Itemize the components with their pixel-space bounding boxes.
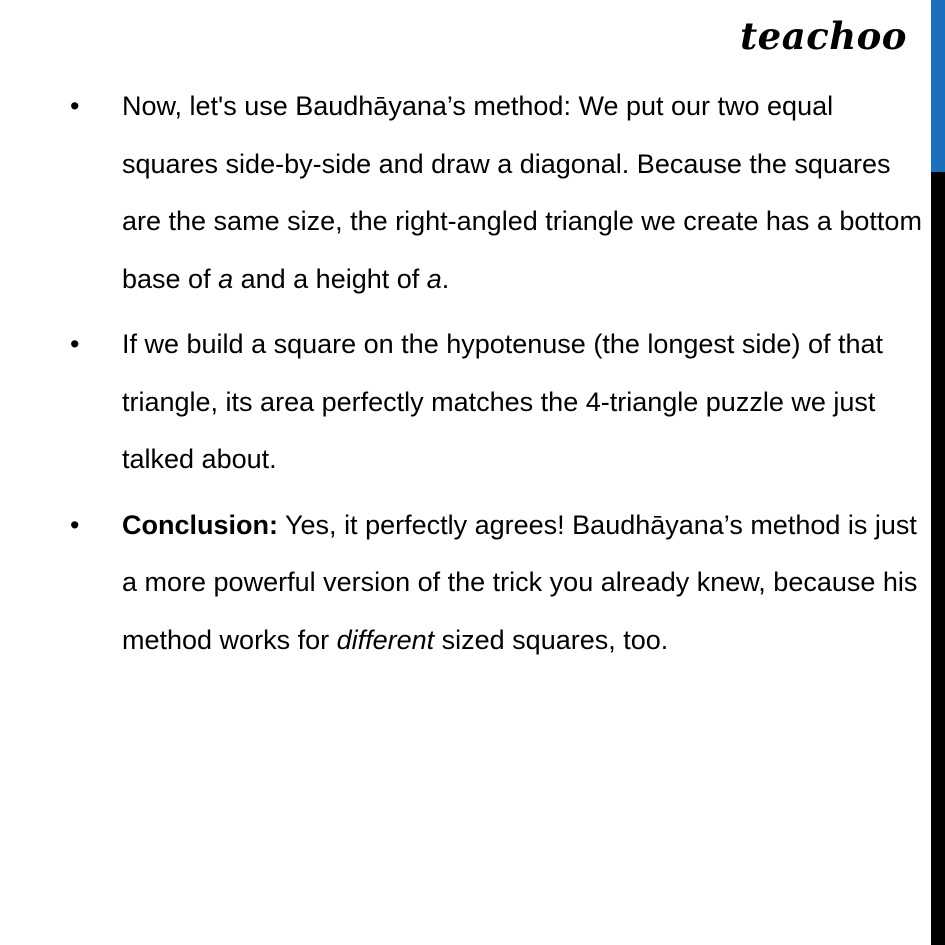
variable-a: a [218,263,234,294]
bullet-text: sized squares, too. [434,624,669,655]
bullet-marker: • [70,509,80,540]
emphasis-different: different [336,624,435,655]
bullet-text: Yes, it perfectly agrees! Baudhāyana’s method is just a more powerful version of the trick you already knew, because his method works for [122,509,918,655]
bullet-item-method [0,78,930,308]
bullet-text: If we build a square on the hypotenuse (the longest side) of that triangle, its area perfectly matches the 4-triangle puzzle we just talked about. [122,329,883,474]
bullet-list [0,78,930,677]
bullet-marker: • [70,329,80,359]
variable-a: a [426,263,442,294]
bullet-marker: • [70,91,80,121]
bullet-text: and a height of [233,263,427,294]
bullet-text: Now, let's use Baudhāyana’s method: We put our two equal squares side-by-side and draw a diagonal. Because the squares are the same size, the right-angled triangle we create has a bottom base of [122,91,922,294]
side-bar [931,0,945,945]
conclusion-label: Conclusion: [122,509,278,540]
side-bar-accent [931,0,945,172]
bullet-item-hypotenuse [0,316,930,489]
bullet-item-conclusion [0,497,930,670]
bullet-text: . [441,263,450,294]
teachoo-logo: teachoo [740,14,907,58]
